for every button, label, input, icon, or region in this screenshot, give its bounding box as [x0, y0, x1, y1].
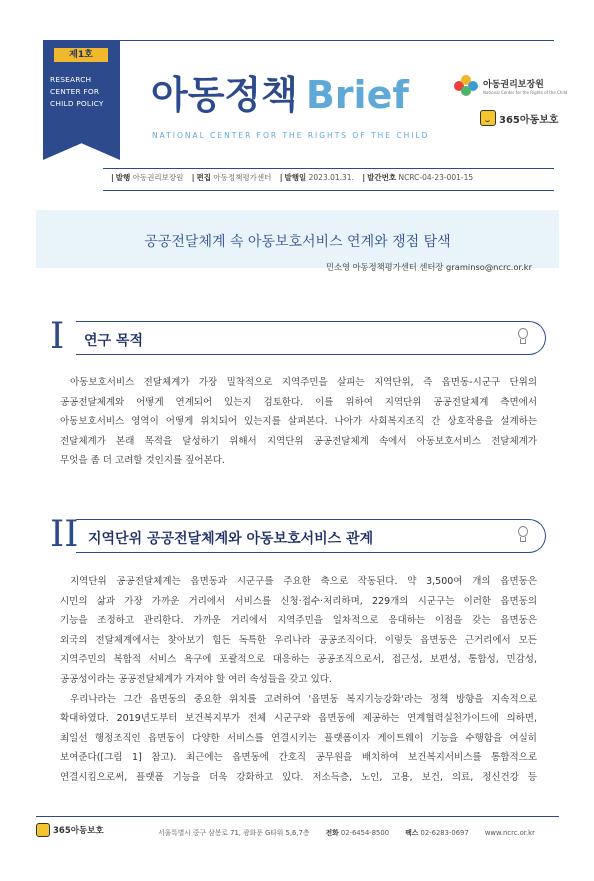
text-line: 최일선 행정조직인 읍면동이 다양한 서비스를 연결시키는 플랫폼이자 게이트웨이 기능을 수행함을 여실히: [60, 732, 537, 744]
section-paragraph: [60, 572, 537, 788]
child-protection-365-logo: [480, 110, 559, 126]
text-line: 지역단위 공공전달체계는 읍면동과 시군구를 주요한 축으로 작동된다. 약 3,500여 개의 읍면동은: [70, 576, 537, 587]
lightbulb-icon: [516, 525, 530, 545]
editor-value: 아동정책평가센터: [213, 173, 272, 182]
text-line: 우리나라는 그간 읍면동의 중요한 위치를 고려하여 '읍면동 복지기능강화'라는 정책 방향을 지속적으로: [70, 693, 537, 705]
section-heading: [50, 514, 544, 557]
date-label: 발행일: [284, 173, 307, 182]
footer-logo: [36, 823, 104, 837]
article-title: 공공전달체계 속 아동보호서비스 연계와 쟁점 탐색: [144, 234, 451, 250]
section-paragraph: [60, 373, 537, 471]
text-line: 보여준다([그림 1] 참고). 최근에는 읍면동에 간호직 공무원을 배치하여 보건복지서비스를 통합적으로: [60, 752, 537, 764]
fax-value: 02-6283-0697: [420, 829, 469, 837]
text-line: 공공전달체계와 어떻게 연계되어 있는지 검토한다. 이를 위하여 지역단위 공공전달체계 측면에서: [60, 396, 537, 408]
badge-line: CHILD POLICY: [50, 99, 104, 108]
text-line: 아동보호서비스 영역이 어떻게 위치되어 있는지를 살펴본다. 나아가 사회복지조직 간 상호작용을 설계하는: [60, 416, 537, 428]
section-title: 지역단위 공공전달체계와 아동보호서비스 관계: [88, 531, 374, 547]
smile-box-icon: [480, 110, 496, 126]
footer-contact: [158, 827, 535, 837]
badge-line: CENTER FOR: [50, 87, 100, 96]
publisher-value: 아동권리보장원: [132, 173, 184, 182]
fax-label: 팩스: [405, 829, 419, 837]
footer-address: 서울특별시 중구 삼봉로 71, 광화문 G타워 5,6,7층: [158, 829, 310, 837]
lightbulb-icon: [516, 327, 530, 347]
text-line: 시민의 삶과 가장 가까운 거리에서 서비스를 신청·접수·처리하며, 229개의 시군구는 이러한 읍면동의: [60, 595, 537, 607]
editor-label: 편집: [196, 173, 211, 182]
text-line: 연결시킴으로써, 플랫폼 기능을 더욱 강화하고 있다. 저소득층, 노인, 고용, 보건, 의료, 정신건강 등: [60, 771, 537, 783]
badge-line: RESEARCH: [50, 75, 92, 84]
publication-info: | 발행 아동권리보장원 | 편집 아동정책평가센터 | 발행일 2023.01.31. | 발간번호 NCRC-04-23-001-15: [111, 173, 474, 182]
phone-label: 전화: [325, 829, 339, 837]
info-rule-top: [103, 168, 554, 169]
ncrc-logo: [454, 75, 567, 97]
ncrc-logo-name: 아동권리보장원: [483, 80, 544, 90]
text-line: 전달체계가 본래 목적을 달성하기 위해서 지역단위 공공전달체계 속에서 아동보호서비스 전달체계가: [60, 435, 537, 447]
section-heading: [50, 316, 544, 359]
phone-value: 02-6454-8500: [340, 829, 390, 837]
brief-title-en: Brief: [305, 73, 409, 117]
number-value: NCRC-04-23-001-15: [398, 173, 474, 182]
section-numeral: I: [50, 316, 65, 357]
number-label: 발간번호: [367, 173, 397, 182]
ncrc-logo-name-en: National Center for the Rights of the Child: [483, 90, 568, 95]
smile-box-icon: [36, 823, 50, 837]
publisher-label: 발행: [115, 173, 131, 182]
text-line: 기능을 조정하고 관리한다. 가까운 거리에서 지역주민을 일차적으로 응대하는 이점을 갖는 읍면동은: [60, 615, 537, 627]
text-line: 무엇을 좀 더 고려할 것인지를 짚어본다.: [60, 455, 225, 467]
text-line: 공공성이라는 공공전달체계가 가져야 할 여러 속성들을 갖고 있다.: [60, 673, 332, 685]
date-value: 2023.01.31.: [308, 173, 354, 182]
ncrc-logo-mark-icon: [454, 75, 480, 97]
brief-title: [151, 64, 409, 119]
info-rule-bottom: [103, 190, 554, 191]
section-heading-frame: [76, 321, 546, 355]
section-title: 연구 목적: [84, 333, 143, 349]
website-link[interactable]: www.ncrc.or.kr: [484, 829, 535, 837]
footer-rule: [36, 816, 559, 817]
text-line: 지역주민의 복합적 서비스 욕구에 포괄적으로 대응하는 공공조직으로서, 접근성, 보편성, 통합성, 민감성,: [60, 654, 537, 666]
brief-title-ko: 아동정책: [151, 73, 298, 117]
article-author: 민소영 아동정책평가센터 센터장 graminso@ncrc.or.kr: [325, 262, 532, 272]
article-title-box: [36, 210, 559, 268]
badge-label: [50, 74, 116, 110]
section-numeral: II: [50, 514, 79, 555]
brief-subtitle: NATIONAL CENTER FOR THE RIGHTS OF THE CHILD: [152, 131, 430, 140]
footer-logo-label: 365아동보호: [53, 826, 104, 836]
text-line: 확대하였다. 2019년도부터 보건복지부가 전체 시군구와 읍면동에 제공하는 연계협력실천가이드에 의하면,: [60, 713, 537, 725]
text-line: 외국의 전달체계에서는 찾아보기 힘든 독특한 우리나라 공공조직이다. 이렇듯 읍면동은 근거리에서 모든: [60, 634, 537, 646]
text-line: 아동보호서비스 전달체계가 가장 밀착적으로 지역주민을 살피는 지역단위, 즉 읍면동-시군구 단위의: [70, 377, 537, 388]
child-protection-365-label: 365아동보호: [499, 114, 559, 126]
issue-number-tag: 제1호: [54, 48, 108, 62]
